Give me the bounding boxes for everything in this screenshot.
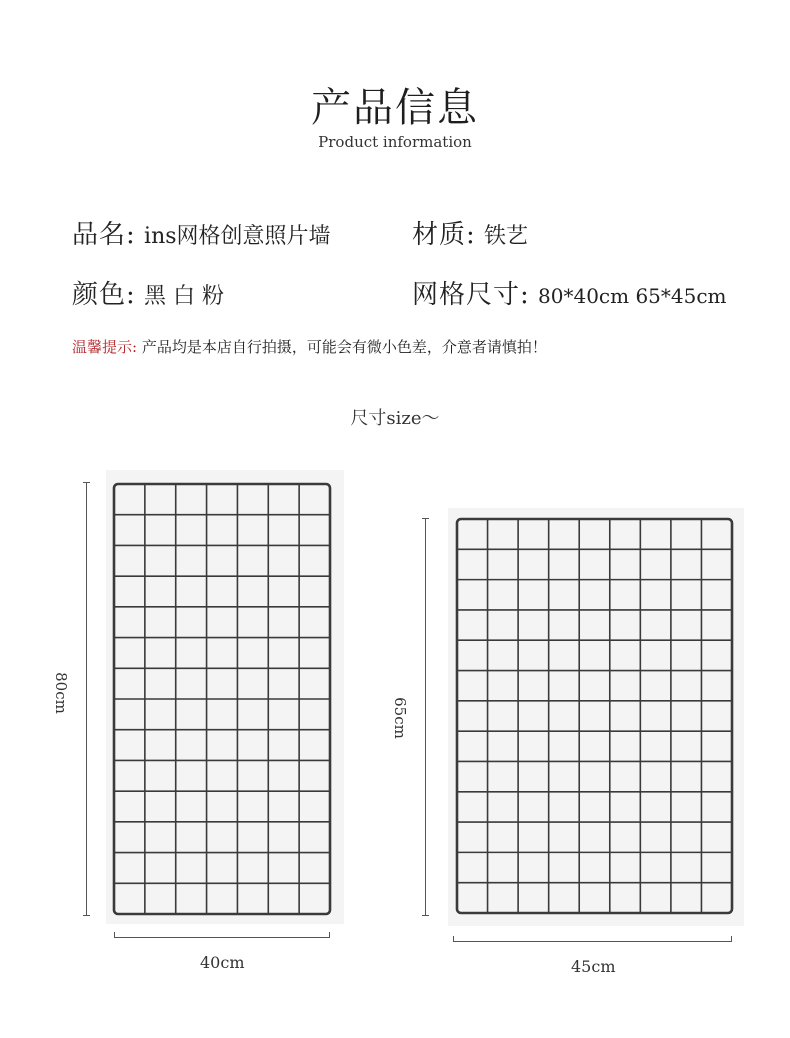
page-title: 产品信息 [311, 85, 479, 131]
height-tick-bottom-right [422, 915, 429, 916]
grid-panel-right [455, 517, 734, 915]
spec-size-value: 80*40cm 65*45cm [538, 284, 727, 308]
spec-material-row [412, 214, 528, 251]
tip-text: 产品均是本店自行拍摄，可能会有微小色差，介意者请慎拍！ [141, 338, 547, 356]
height-tick-bottom-left [83, 915, 90, 916]
grid-panel-left [112, 482, 332, 916]
height-label-right: 65cm [390, 697, 409, 739]
tip-label: 温馨提示: [72, 338, 138, 356]
height-label-left: 80cm [51, 672, 70, 714]
size-section-title: 尺寸size～ [350, 408, 440, 429]
height-tick-top-left [83, 482, 90, 483]
width-tick-start-right [453, 936, 454, 942]
spec-material-label: 材质: [412, 220, 476, 250]
spec-color-row [72, 274, 224, 311]
width-label-right: 45cm [571, 957, 616, 976]
spec-size-label: 网格尺寸: [412, 280, 530, 310]
height-dimension-line-right [425, 518, 426, 916]
width-dimension-line-right [453, 941, 732, 942]
spec-name-label: 品名: [72, 220, 136, 250]
height-tick-top-right [422, 518, 429, 519]
width-tick-end-right [731, 936, 732, 942]
width-tick-start-left [114, 932, 115, 938]
width-dimension-line-left [114, 937, 330, 938]
width-label-left: 40cm [200, 953, 245, 972]
spec-size-row [412, 274, 727, 311]
grid-right-frame [457, 519, 732, 913]
spec-name-row [72, 214, 331, 251]
spec-color-label: 颜色: [72, 280, 136, 310]
page-subtitle: Product information [318, 133, 472, 151]
width-tick-end-left [329, 932, 330, 938]
spec-name-value: ins网格创意照片墙 [144, 224, 331, 249]
spec-material-value: 铁艺 [484, 224, 529, 249]
spec-color-value: 黑 白 粉 [144, 284, 225, 309]
tip-note [72, 336, 547, 357]
height-dimension-line-left [86, 482, 87, 916]
